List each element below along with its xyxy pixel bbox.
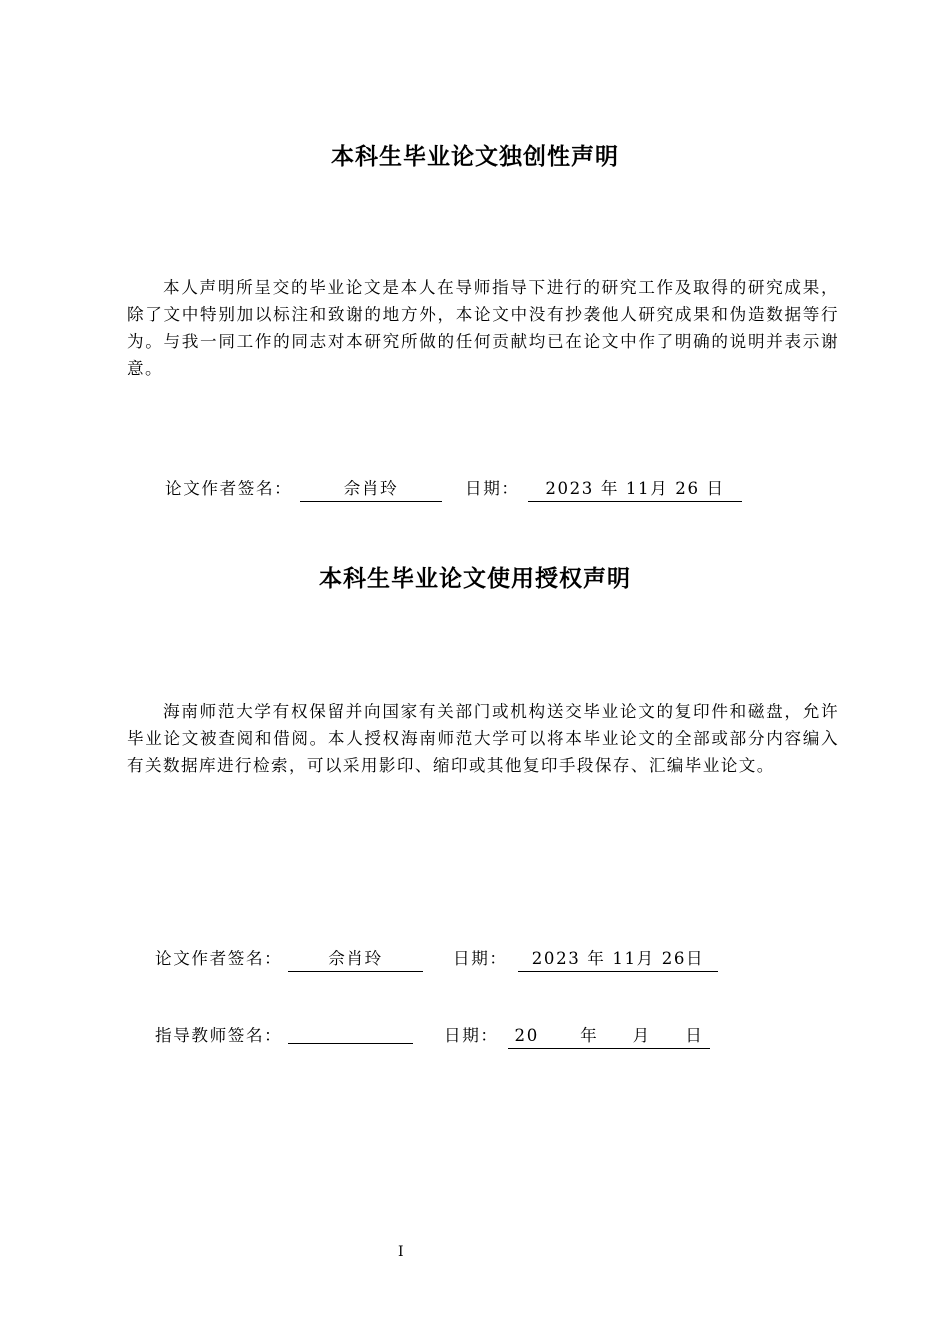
originality-signature-row	[165, 477, 765, 501]
advisor-date-value: 20 年 月 日	[508, 1024, 710, 1049]
advisor-date-label: 日期：	[444, 1026, 499, 1045]
date-value: 2023 年 11月 26日	[518, 947, 718, 972]
date-label: 日期：	[465, 479, 520, 498]
date-label: 日期：	[453, 949, 508, 968]
author-signature-label: 论文作者签名：	[155, 949, 283, 968]
authorization-paragraph: 海南师范大学有权保留并向国家有关部门或机构送交毕业论文的复印件和磁盘，允许毕业论文被查阅和借阅。本人授权海南师范大学可以将本毕业论文的全部或部分内容编入有关数据库进行检索，可以采用影印、缩印或其他复印手段保存、汇编毕业论文。	[127, 702, 839, 775]
originality-title: 本科生毕业论文独创性声明	[331, 144, 619, 170]
page-number: I	[398, 1244, 404, 1260]
author-signature-value: 佘肖玲	[288, 947, 423, 972]
advisor-signature-label: 指导教师签名：	[155, 1026, 283, 1045]
author-signature-label: 论文作者签名：	[165, 479, 293, 498]
authorization-signature-row	[155, 947, 755, 971]
advisor-signature-value	[288, 1024, 413, 1044]
originality-paragraph: 本人声明所呈交的毕业论文是本人在导师指导下进行的研究工作及取得的研究成果，除了文中特别加以标注和致谢的地方外，本论文中没有抄袭他人研究成果和伪造数据等行为。与我一同工作的同志对本研究所做的任何贡献均已在论文中作了明确的说明并表示谢意。	[127, 278, 839, 378]
author-signature-value: 佘肖玲	[300, 477, 442, 502]
date-value: 2023 年 11月 26 日	[528, 477, 742, 502]
advisor-signature-row	[155, 1024, 755, 1048]
authorization-title: 本科生毕业论文使用授权声明	[319, 566, 631, 592]
